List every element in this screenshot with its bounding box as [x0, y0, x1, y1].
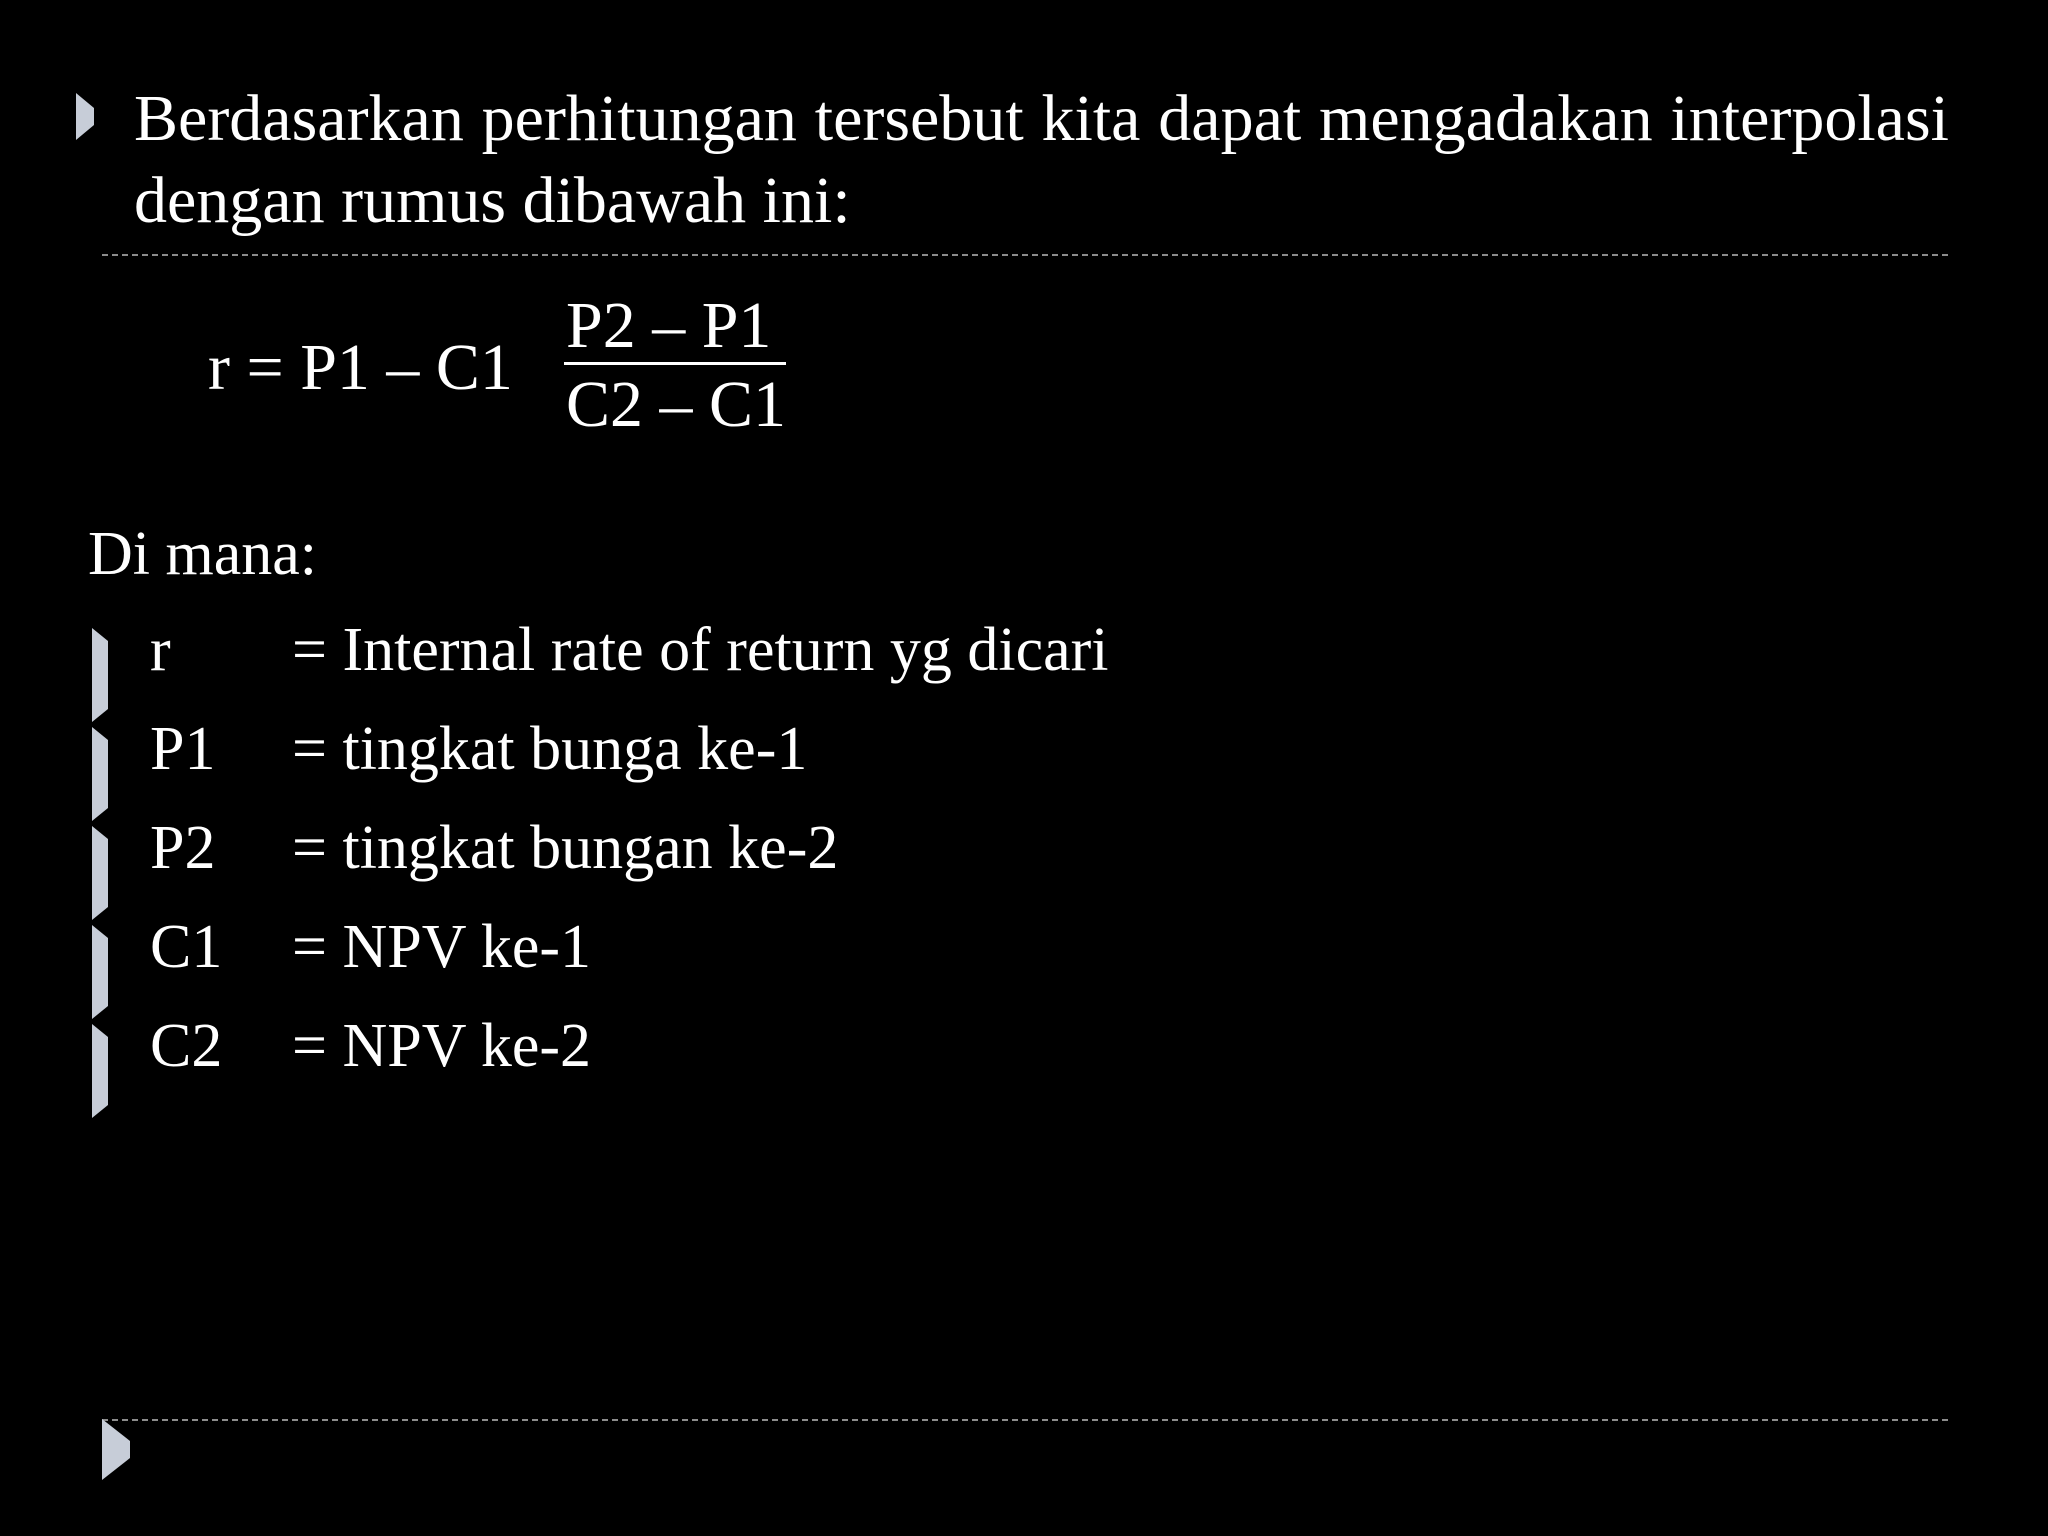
formula-denominator: C2 – C1	[566, 368, 787, 441]
definition-meaning: = tingkat bunga ke-1	[292, 715, 808, 783]
definition-meaning: = NPV ke-1	[292, 913, 592, 981]
footer-bullet-icon	[102, 1441, 130, 1459]
bottom-divider	[102, 1419, 1948, 1421]
intro-text: Berdasarkan perhitungan tersebut kita dapat mengadakan interpolasi dengan rumus dibawah ini:	[134, 82, 1949, 237]
bullet-icon	[92, 835, 108, 911]
formula-fraction	[564, 290, 786, 445]
definition-symbol: r	[150, 616, 171, 684]
formula-numerator: P2 – P1	[564, 290, 786, 365]
definition-meaning: = NPV ke-2	[292, 1012, 592, 1080]
definition-symbol: P2	[150, 814, 216, 882]
definition-symbol: C1	[150, 913, 223, 981]
bullet-icon	[92, 637, 108, 713]
bullet-icon	[92, 934, 108, 1010]
definition-meaning: = tingkat bungan ke-2	[292, 814, 839, 882]
top-divider	[102, 254, 1948, 256]
definition-meaning: = Internal rate of return yg dicari	[292, 616, 1109, 684]
bullet-icon	[92, 736, 108, 812]
bullet-icon	[92, 1033, 108, 1109]
where-label: Di mana:	[88, 520, 317, 588]
formula-lhs: r = P1 – C1	[208, 331, 513, 404]
bullet-icon	[76, 108, 94, 126]
definition-symbol: C2	[150, 1012, 223, 1080]
definition-symbol: P1	[150, 715, 216, 783]
